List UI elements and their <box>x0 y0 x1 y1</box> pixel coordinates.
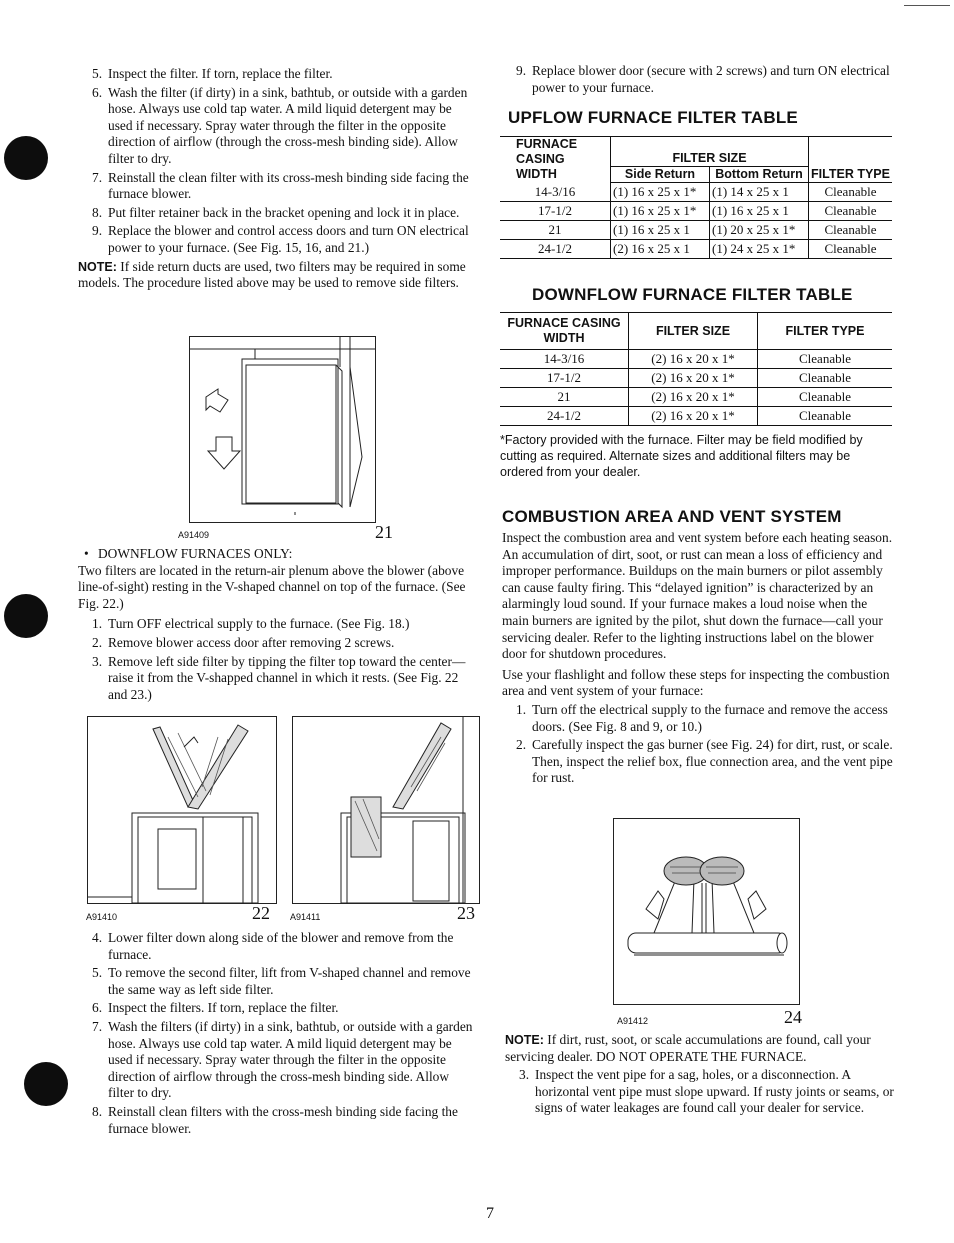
table-footnote: *Factory provided with the furnace. Filter may be field modified by cutting as required. Alternate sizes and additional filters may be ordered from your dealer. <box>500 433 863 479</box>
combustion-paragraph-2: Use your flashlight and follow these steps for inspecting the combustion area and vent system of your furnace: <box>502 666 890 699</box>
header-filter-type: FILTER TYPE <box>809 167 893 183</box>
header-filter-type: FILTER TYPE <box>758 313 893 350</box>
list-item: 7. Reinstall the clean filter with its cross-mesh binding side facing the furnace blower. <box>92 169 469 202</box>
downflow-paragraph: Two filters are located in the return-air plenum above the blower (above line-of-sight) resting in the V-shaped channel on top of the furnace. (See Fig. 22.) <box>78 562 466 611</box>
page-number: 7 <box>486 1205 494 1222</box>
list-item: 8. Put filter retainer back in the bracket opening and lock it in place. <box>92 204 460 220</box>
gas-burner-illustration <box>614 819 799 1004</box>
header-filter-size: FILTER SIZE <box>611 137 809 167</box>
header-side-return: Side Return <box>611 167 710 183</box>
left-column <box>78 66 478 292</box>
list-item: 7. Wash the filters (if dirty) in a sink, bathtub, or outside with a garden hose. Always use cold tap water. A mild liquid detergent may be used if necessary. Spray water through the filter in the opposite direction of airflow through the cross-mesh binding side. Allow filter to dry. <box>92 1018 473 1101</box>
do-not-operate-note: NOTE: If dirt, rust, soot, or scale accumulations are found, call your servicing dealer. DO NOT OPERATE THE FURNACE. <box>505 1032 871 1064</box>
list-item: 4. Lower filter down along side of the blower and remove from the furnace. <box>92 930 454 962</box>
side-return-note: NOTE: If side return ducts are used, two filters may be required in some models. The procedure listed above may be used to remove side filters. <box>78 258 466 291</box>
figure-21-code: A91409 <box>178 530 210 540</box>
binder-hole-3 <box>24 1062 68 1106</box>
list-item: 5. Inspect the filter. If torn, replace the filter. <box>92 66 333 81</box>
figure-24-number: 24 <box>784 1007 802 1027</box>
filter-steps-top <box>78 66 478 257</box>
header-filter-size: FILTER SIZE <box>629 313 758 350</box>
figure-22 <box>87 716 277 904</box>
list-item: 2. Remove blower access door after removing 2 screws. <box>92 634 395 650</box>
table-row: 14-3/16 (2) 16 x 20 x 1* Cleanable <box>500 350 892 369</box>
combustion-section <box>502 530 896 789</box>
figure-23-number: 23 <box>457 903 475 923</box>
downflow-steps <box>78 616 478 703</box>
downflow-bullet: • DOWNFLOW FURNACES ONLY: <box>84 546 293 561</box>
combustion-paragraph-1: Inspect the combustion area and vent system before each heating season. An accumulation of dirt, soot, or rust can mean a loss of efficiency and improper performance. Buildups on the main burners or pilot assembly can cause faulty firing. This “delayed ignition” is characterized by an alarmingly loud sound. If your furnace makes a loud noise when the main burners are ignited by the pilot, shut down the furnace—call your servicing dealer. Refer to the lighting instructions label on the blower door for shutdown procedures. <box>502 530 893 662</box>
figure-23-code: A91411 <box>290 912 321 922</box>
downflow-table-title: DOWNFLOW FURNACE FILTER TABLE <box>532 285 853 304</box>
list-item: 9. Replace blower door (secure with 2 screws) and turn ON electrical power to your furnace. <box>516 63 890 95</box>
figure-21 <box>189 336 376 523</box>
downflow-filter-illustration <box>88 717 276 903</box>
figure-23 <box>292 716 480 904</box>
table-row: 21 (1) 16 x 25 x 1 (1) 20 x 25 x 1* Cleanable <box>500 221 892 240</box>
figure-24 <box>613 818 800 1005</box>
list-item: 3. Remove left side filter by tipping the filter top toward the center—raise it from the V-shapped channel in which it rests. (See Fig. 22 and 23.) <box>92 653 466 702</box>
binder-hole-1 <box>4 136 48 180</box>
table-row: 24-1/2 (2) 16 x 25 x 1 (1) 24 x 25 x 1* Cleanable <box>500 240 892 259</box>
table-row: 24-1/2 (2) 16 x 20 x 1* Cleanable <box>500 407 892 426</box>
table-row: 17-1/2 (1) 16 x 25 x 1* (1) 16 x 25 x 1 Cleanable <box>500 202 892 221</box>
second-filter-illustration <box>293 717 479 903</box>
list-item: 6. Wash the filter (if dirty) in a sink, bathtub, or outside with a garden hose. Always use cold tap water. A mild liquid detergent may be used if necessary. Spray water through the filter in the opposite direction of airflow (through the cross-mesh binding side). Allow filter to dry. <box>92 84 468 166</box>
list-item: 1. Turn off the electrical supply to the furnace and remove the access doors. (See Fig. 8 and 9, or 10.) <box>516 701 888 734</box>
downflow-filter-table <box>500 312 892 426</box>
header-casing-width: FURNACE CASING WIDTH <box>500 137 611 183</box>
list-item: 2. Carefully inspect the gas burner (see Fig. 24) for dirt, rust, or scale. Then, inspect the relief box, flue connection area, and the vent pipe for rust. <box>516 737 893 786</box>
binder-hole-2 <box>4 594 48 638</box>
downflow-steps-continued <box>78 930 478 1139</box>
downflow-section <box>78 546 478 705</box>
combustion-heading: COMBUSTION AREA AND VENT SYSTEM <box>502 507 842 526</box>
header-casing-width: FURNACE CASING WIDTH <box>500 313 629 350</box>
list-item: 9. Replace the blower and control access doors and turn ON electrical power to your furnace. (See Fig. 15, 16, and 21.) <box>92 223 469 255</box>
step-9-right <box>502 63 902 98</box>
filter-removal-illustration <box>190 337 375 522</box>
header-bottom-return: Bottom Return <box>710 167 809 183</box>
figure-24-code: A91412 <box>617 1016 649 1026</box>
figure-22-code: A91410 <box>86 912 118 922</box>
bullet-icon: • <box>84 546 89 561</box>
table-row: 14-3/16 (1) 16 x 25 x 1* (1) 14 x 25 x 1 Cleanable <box>500 183 892 202</box>
table-row: 21 (2) 16 x 20 x 1* Cleanable <box>500 388 892 407</box>
list-item: 6. Inspect the filters. If torn, replace the filter. <box>92 1000 339 1016</box>
list-item: 8. Reinstall clean filters with the cross-mesh binding side facing the furnace blower. <box>92 1103 458 1136</box>
upflow-filter-table <box>500 136 892 259</box>
list-item: 3. Inspect the vent pipe for a sag, holes, or a disconnection. A horizontal vent pipe must slope upward. If rusty joints or seams, or signs of water leakages are found call your dealer for service. <box>519 1067 894 1116</box>
figure-21-number: 21 <box>375 522 393 542</box>
list-item: 1. Turn OFF electrical supply to the furnace. (See Fig. 18.) <box>92 616 410 632</box>
combustion-note-section <box>505 1032 897 1119</box>
upflow-table-title: UPFLOW FURNACE FILTER TABLE <box>508 108 798 127</box>
figure-22-number: 22 <box>252 903 270 923</box>
list-item: 5. To remove the second filter, lift from V-shaped channel and remove the same way as left side filter. <box>92 965 471 997</box>
top-rule <box>904 5 950 6</box>
table-row: 17-1/2 (2) 16 x 20 x 1* Cleanable <box>500 369 892 388</box>
